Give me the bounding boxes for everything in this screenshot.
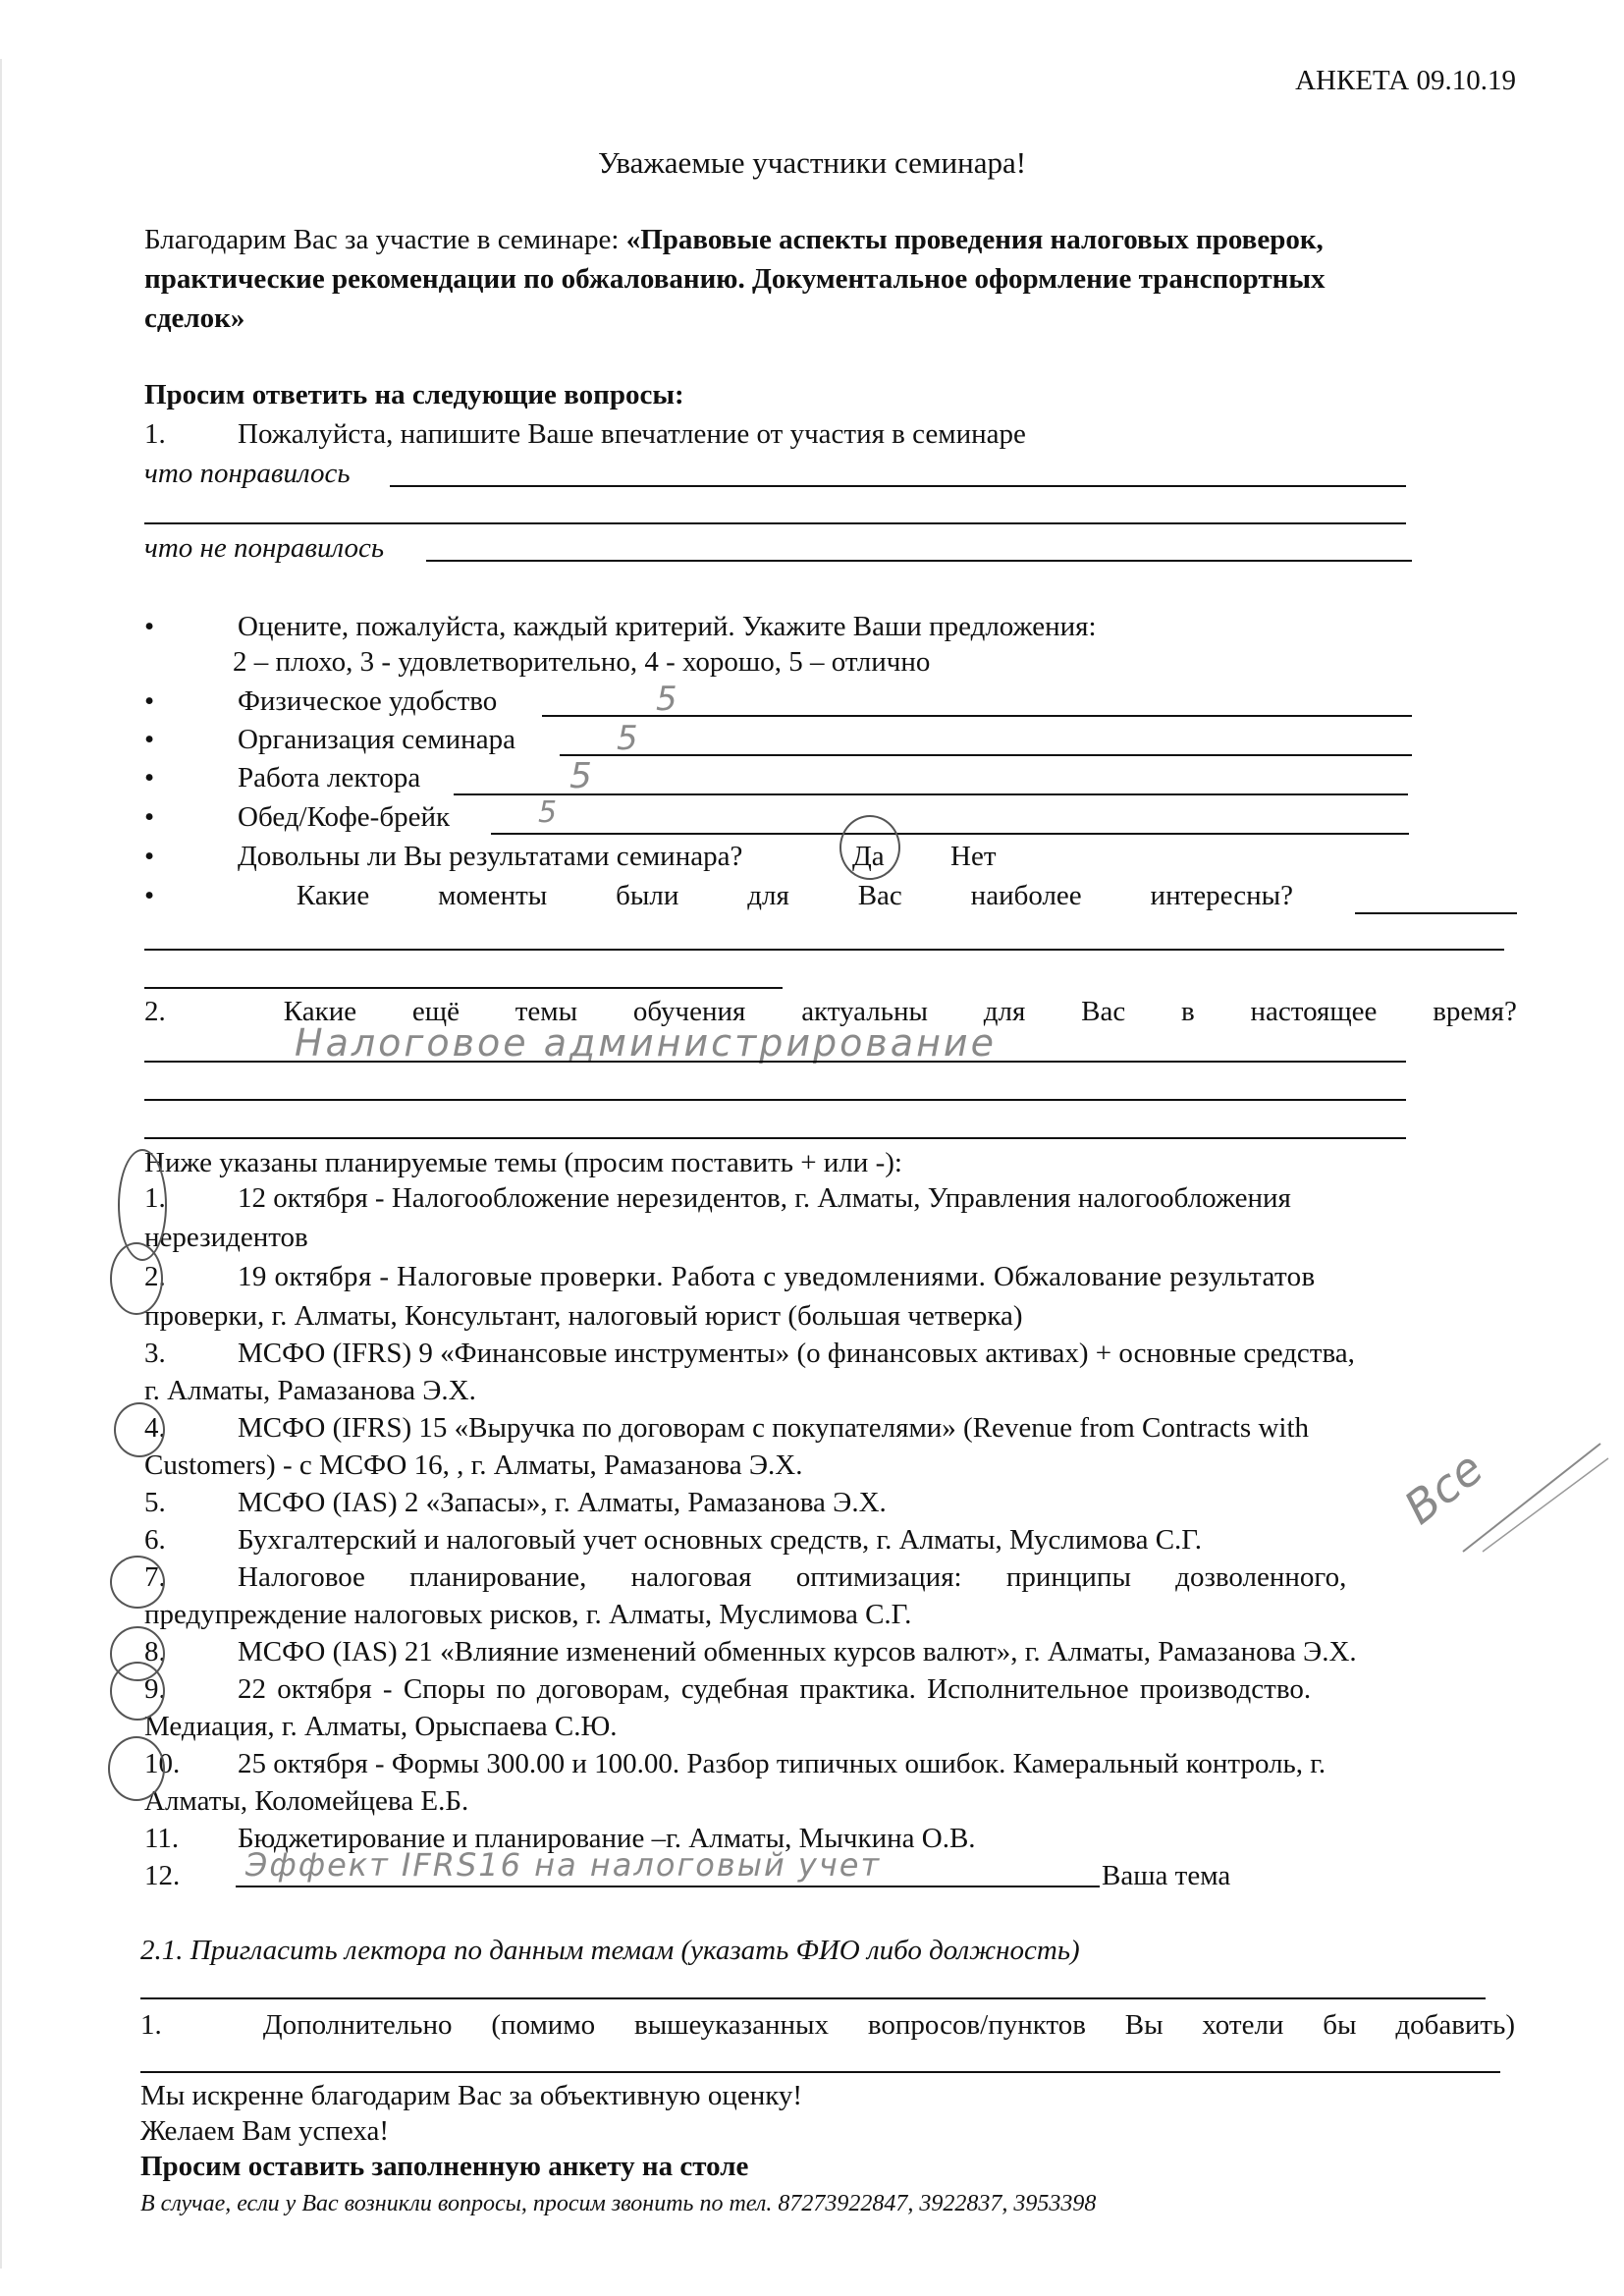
q2-field[interactable] — [144, 1061, 1406, 1063]
planned-topics-heading: Ниже указаны планируемые темы (просим поставить + или -): — [144, 1147, 902, 1178]
topic-item[interactable]: 8. МСФО (IAS) 21 «Влияние изменений обменных курсов валют», г. Алматы, Рамазанова Э.Х. — [144, 1636, 1357, 1667]
topic-item[interactable]: 1. 12 октября - Налогообложение нерезидентов, г. Алматы, Управления налогообложения — [144, 1182, 1291, 1214]
satisfied-no-option[interactable]: Нет — [950, 841, 997, 872]
q1-label: Пожалуйста, напишите Ваше впечатление от участия в семинаре — [238, 418, 1026, 450]
criterion-organization-value: 5 — [617, 719, 638, 758]
bullet-icon: • — [144, 611, 155, 642]
intro-line-1 — [144, 222, 1324, 257]
scan-edge — [0, 59, 2, 2269]
q1-text — [144, 416, 1026, 452]
interesting-question: • Какие моменты были для Вас наиболее интересны? — [144, 880, 1293, 911]
additional-question: 1. Дополнительно (помимо вышеуказанных вопросов/пунктов Вы хотели бы добавить) — [140, 2009, 1515, 2041]
topic-item[interactable]: 10. 25 октября - Формы 300.00 и 100.00. Разбор типичных ошибок. Камеральный контроль, г. — [144, 1748, 1326, 1779]
q1-number: 1. — [144, 418, 166, 450]
rating-instruction: • Оцените, пожалуйста, каждый критерий. Укажите Ваши предложения: — [144, 611, 1097, 642]
q2-field-line-2[interactable] — [144, 1099, 1406, 1101]
interesting-field-line-3[interactable] — [144, 987, 783, 989]
satisfied-question: • Довольны ли Вы результатами семинара? — [144, 841, 743, 872]
criterion-physical-comfort: • Физическое удобство — [144, 685, 498, 717]
criterion-lecturer-field[interactable] — [454, 793, 1408, 795]
criterion-lecturer: • Работа лектора — [144, 762, 421, 793]
bullet-icon: • — [144, 880, 155, 911]
margin-strike-lines — [1453, 1424, 1610, 1561]
margin-note: Все — [1394, 1441, 1493, 1535]
topic-item[interactable]: 7. Налоговое планирование, налоговая оптимизация: принципы дозволенного, — [144, 1561, 1347, 1593]
q2-number: 2. — [144, 996, 166, 1027]
contact-info: В случае, если у Вас возникли вопросы, просим звонить по тел. 87273922847, 3922837, 3953398 — [140, 2191, 1097, 2216]
seminar-title: «Правовые аспекты проведения налоговых проверок, — [625, 224, 1324, 255]
custom-topic-field[interactable] — [236, 1886, 1100, 1887]
rating-scale: 2 – плохо, 3 - удовлетворительно, 4 - хорошо, 5 – отлично — [233, 646, 931, 678]
liked-field[interactable] — [390, 485, 1406, 487]
form-id: АНКЕТА 09.10.19 — [1295, 65, 1516, 96]
greeting-title: Уважаемые участники семинара! — [597, 145, 1027, 180]
criterion-organization-field[interactable] — [560, 754, 1412, 756]
criterion-lecturer-value: 5 — [569, 756, 592, 796]
intro-prefix: Благодарим Вас за участие в семинаре: — [144, 224, 626, 255]
bullet-icon: • — [144, 685, 155, 717]
topic-item[interactable]: 6. Бухгалтерский и налоговый учет основных средств, г. Алматы, Муслимова С.Г. — [144, 1524, 1203, 1556]
criterion-lunch-value: 5 — [538, 795, 558, 830]
topic-item-continuation: предупреждение налоговых рисков, г. Алматы, Муслимова С.Г. — [144, 1599, 912, 1630]
topic-item[interactable]: 11. Бюджетирование и планирование –г. Алматы, Мычкина О.В. — [144, 1823, 976, 1854]
wish-text: Желаем Вам успеха! — [140, 2115, 390, 2147]
liked-label: что понравилось — [144, 458, 351, 489]
invite-lecturer-field[interactable] — [140, 1997, 1486, 1999]
custom-topic-suffix: Ваша тема — [1102, 1860, 1231, 1891]
additional-number: 1. — [140, 2009, 162, 2041]
topic-item[interactable]: 5. МСФО (IAS) 2 «Запасы», г. Алматы, Рамазанова Э.Х. — [144, 1487, 887, 1518]
topic-item[interactable]: 3. МСФО (IFRS) 9 «Финансовые инструменты» (о финансовых активах) + основные средства, — [144, 1338, 1355, 1369]
satisfied-yes-option[interactable]: Да — [852, 841, 885, 872]
bullet-icon: • — [144, 724, 155, 755]
topic-mark-circle — [114, 1402, 165, 1457]
custom-topic-handwritten: Эффект IFRS16 на налоговый учет — [245, 1846, 882, 1884]
topic-item-continuation: проверки, г. Алматы, Консультант, налоговый юрист (большая четверка) — [144, 1300, 1023, 1332]
topic-item-continuation: Медиация, г. Алматы, Орыспаева С.Ю. — [144, 1711, 618, 1742]
topic-mark-circle — [110, 1662, 165, 1721]
disliked-label: что не понравилось — [144, 532, 385, 564]
topic-item-continuation: г. Алматы, Рамазанова Э.Х. — [144, 1375, 476, 1406]
disliked-field[interactable] — [426, 560, 1412, 562]
topic-item-continuation: нерезидентов — [144, 1222, 308, 1253]
criterion-physical-comfort-value: 5 — [656, 680, 677, 719]
topic-item[interactable]: 2. 19 октября - Налоговые проверки. Работа с уведомлениями. Обжалование результатов — [144, 1261, 1316, 1292]
seminar-title-line-3: сделок» — [144, 302, 245, 334]
invite-lecturer-label: 2.1. Пригласить лектора по данным темам (указать ФИО либо должность) — [140, 1935, 1080, 1966]
interesting-field[interactable] — [1355, 912, 1517, 914]
liked-field-line-2[interactable] — [144, 522, 1406, 524]
topic-mark-circle — [108, 1736, 165, 1801]
selected-circle-mark — [839, 815, 900, 880]
leave-instruction: Просим оставить заполненную анкету на столе — [140, 2151, 749, 2182]
criterion-lunch: • Обед/Кофе-брейк — [144, 801, 451, 833]
q2-field-line-3[interactable] — [144, 1137, 1406, 1139]
criterion-lunch-field[interactable] — [491, 833, 1409, 835]
custom-topic-number: 12. — [144, 1860, 181, 1891]
bullet-icon: • — [144, 841, 155, 872]
interesting-field-line-2[interactable] — [144, 949, 1504, 951]
questions-heading: Просим ответить на следующие вопросы: — [144, 379, 684, 410]
additional-field[interactable] — [140, 2071, 1500, 2073]
q2-question: 2. Какие ещё темы обучения актуальны для Вас в настоящее время? — [144, 996, 1517, 1027]
topic-item[interactable]: 4. МСФО (IFRS) 15 «Выручка по договорам с покупателями» (Revenue from Contracts with — [144, 1412, 1309, 1444]
criterion-organization: • Организация семинара — [144, 724, 515, 755]
thanks-text: Мы искренне благодарим Вас за объективную оценку! — [140, 2080, 803, 2111]
topic-item-continuation: Customers) - с МСФО 16, , г. Алматы, Рамазанова Э.Х. — [144, 1449, 803, 1481]
topic-mark-circle — [110, 1556, 165, 1609]
bullet-icon: • — [144, 762, 155, 793]
bullet-icon: • — [144, 801, 155, 833]
q2-handwritten-answer: Налоговое администрирование — [295, 1021, 997, 1065]
topic-item-continuation: Алматы, Коломейцева Е.Б. — [144, 1785, 469, 1817]
topic-item[interactable]: 9. 22 октября - Споры по договорам, судебная практика. Исполнительное производство. — [144, 1673, 1312, 1705]
topic-mark-circle — [110, 1242, 163, 1315]
seminar-title-line-2: практические рекомендации по обжалованию. Документальное оформление транспортных — [144, 263, 1326, 295]
